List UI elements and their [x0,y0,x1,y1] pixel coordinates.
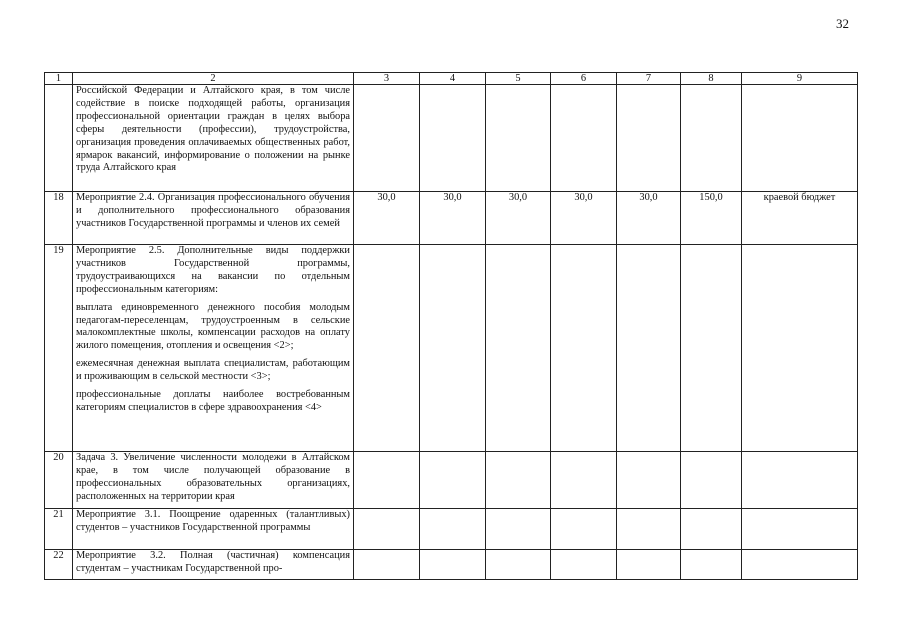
row-number: 22 [45,550,73,580]
table-row [45,245,858,452]
funding-value-cell [420,509,486,550]
column-header: 4 [420,73,486,85]
funding-source-cell [742,245,858,452]
page-number: 32 [836,16,849,31]
description-paragraph: Мероприятие 2.4. Организация профессионального обучения и дополнительного профессионального образования участников Государственной программы и членов их семей [76,192,350,229]
description-paragraph: Мероприятие 3.2. Полная (частичная) компенсация студентам – участникам Государственной про- [76,550,350,574]
row-description [73,245,354,452]
row-description [73,509,354,550]
funding-value-cell [354,550,420,580]
funding-value-cell [551,245,617,452]
column-header: 2 [73,73,354,85]
column-header: 6 [551,73,617,85]
funding-value-cell [681,245,742,452]
column-header: 1 [45,73,73,85]
funding-value-cell [551,550,617,580]
funding-value-cell: 30,0 [420,192,486,245]
funding-value-cell [617,452,681,509]
funding-value-cell [681,550,742,580]
description-paragraph: Задача 3. Увеличение численности молодежи в Алтайском крае, в том числе получающей образование в профессиональных образовательных организациях, расположенных на территории края [76,452,350,502]
funding-source-cell [742,452,858,509]
funding-value-cell [420,550,486,580]
column-header: 5 [486,73,551,85]
column-header-row [45,73,858,85]
funding-value-cell [420,245,486,452]
table-row [45,452,858,509]
funding-value-cell [486,245,551,452]
funding-value-cell [486,509,551,550]
row-number: 19 [45,245,73,452]
description-paragraph: Российской Федерации и Алтайского края, в том числе содействие в поиске подходящей работы, организация профессиональной ориентации граждан в целях выбора сферы деятельности (профессии), трудоустройства, организация проведения оплачиваемых общественных работ, ярмарок вакансий, информирование о положении на рынке труда Алтайского края [76,85,350,174]
column-header: 9 [742,73,858,85]
funding-value-cell [420,452,486,509]
funding-value-cell [681,452,742,509]
funding-source-cell [742,509,858,550]
funding-value-cell [681,85,742,192]
table-body [45,85,858,580]
row-number: 21 [45,509,73,550]
row-description [73,550,354,580]
funding-value-cell: 30,0 [354,192,420,245]
funding-value-cell [551,509,617,550]
row-description [73,85,354,192]
funding-source-cell [742,550,858,580]
row-number: 18 [45,192,73,245]
funding-value-cell: 150,0 [681,192,742,245]
funding-value-cell [486,452,551,509]
description-paragraph: Мероприятие 2.5. Дополнительные виды поддержки участников Государственной программы, трудоустраивающихся на вакансии по отдельным профессиональным категориям: [76,245,350,295]
funding-value-cell [420,85,486,192]
description-paragraph: Мероприятие 3.1. Поощрение одаренных (талантливых) студентов – участников Государственной программы [76,509,350,533]
funding-value-cell [354,85,420,192]
funding-value-cell: 30,0 [617,192,681,245]
funding-value-cell [354,452,420,509]
column-header: 3 [354,73,420,85]
row-number: 20 [45,452,73,509]
funding-value-cell: 30,0 [551,192,617,245]
funding-value-cell [486,85,551,192]
funding-source-cell: краевой бюджет [742,192,858,245]
funding-value-cell [551,85,617,192]
funding-value-cell [617,85,681,192]
funding-value-cell [354,245,420,452]
funding-value-cell [617,509,681,550]
table-row [45,85,858,192]
description-paragraph: выплата единовременного денежного пособия молодым педагогам-переселенцам, трудоустроенным в сельские малокомплектные школы, компенсации расходов на оплату жилого помещения, отопления и освещения <2>; [76,301,350,352]
funding-value-cell [551,452,617,509]
funding-source-cell [742,85,858,192]
description-paragraph: ежемесячная денежная выплата специалистам, работающим и проживающим в сельской местности <3>; [76,358,350,383]
column-header: 8 [681,73,742,85]
row-description [73,192,354,245]
table-row [45,192,858,245]
funding-value-cell [617,550,681,580]
funding-value-cell [681,509,742,550]
funding-value-cell [617,245,681,452]
description-paragraph: профессиональные доплаты наиболее востребованным категориям специалистов в сфере здравоохранения <4> [76,389,350,413]
funding-value-cell [354,509,420,550]
program-table [44,72,858,580]
funding-value-cell [486,550,551,580]
table-row [45,509,858,550]
column-header: 7 [617,73,681,85]
table-row [45,550,858,580]
row-description [73,452,354,509]
funding-value-cell: 30,0 [486,192,551,245]
row-number [45,85,73,192]
